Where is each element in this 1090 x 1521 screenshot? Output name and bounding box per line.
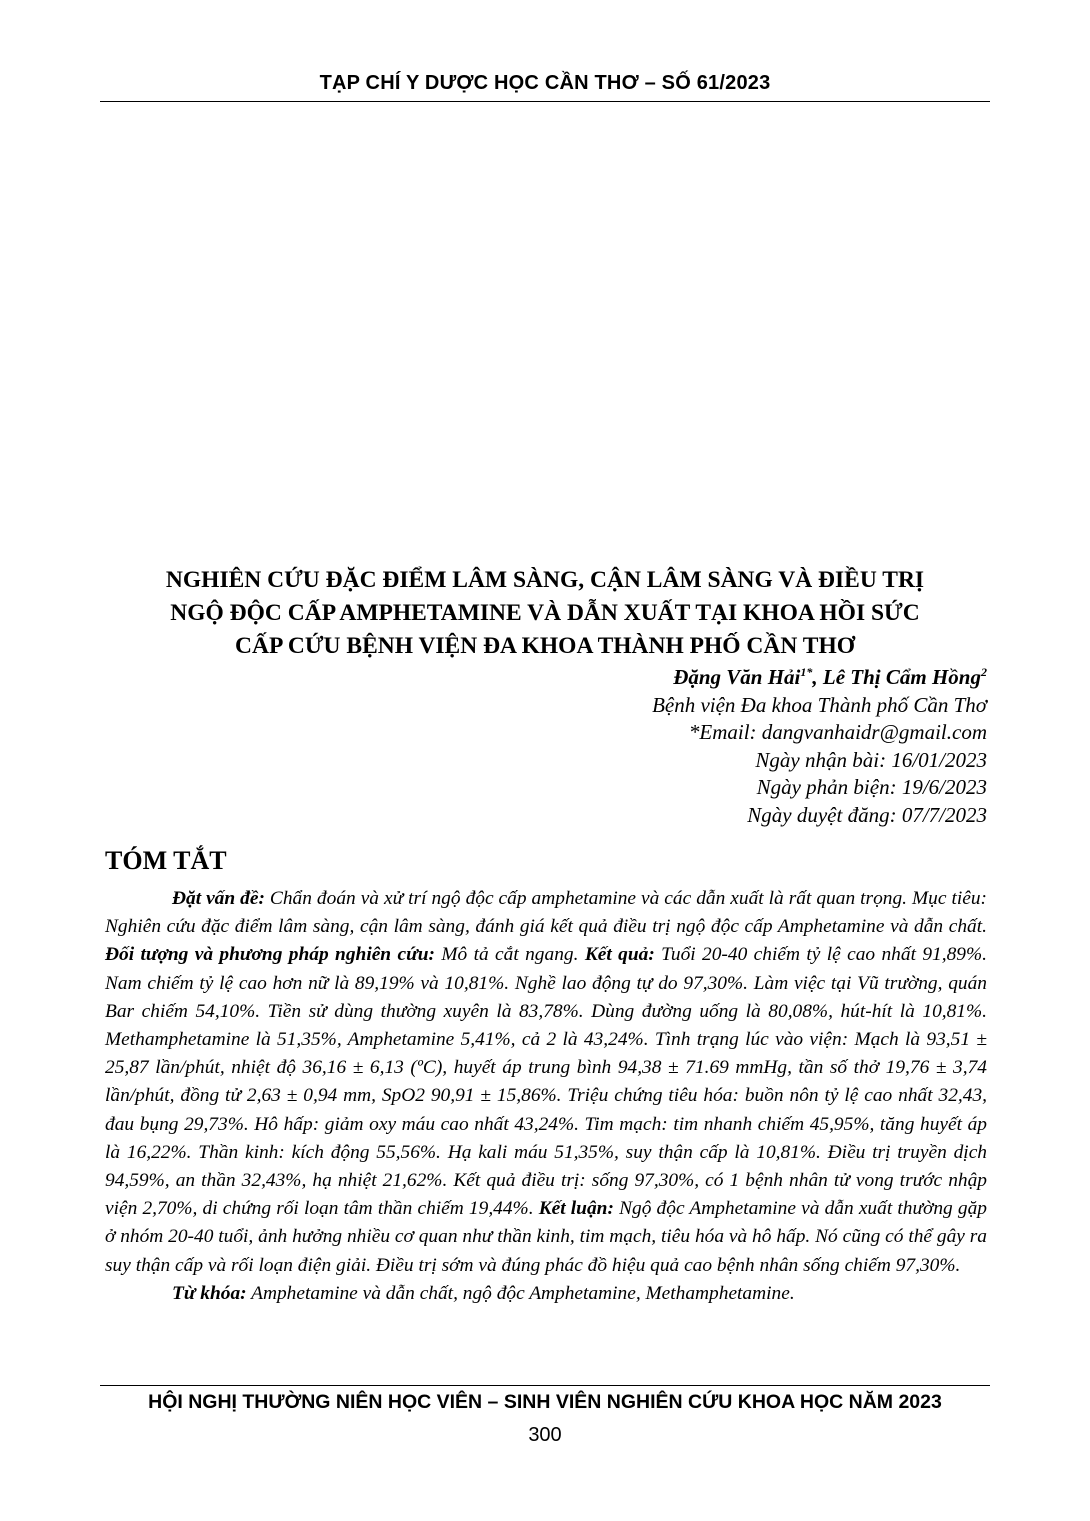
keywords-text: Amphetamine và dẫn chất, ngộ độc Amphetamine, Methamphetamine. — [246, 1282, 795, 1304]
abstract-body — [105, 885, 987, 1308]
title-line-2: NGỘ ĐỘC CẤP AMPHETAMINE VÀ DẪN XUẤT TẠI KHOA HỒI SỨC — [170, 600, 920, 626]
author-2-mark: 2 — [981, 665, 987, 679]
results-label: Kết quả: — [584, 944, 655, 966]
title-line-3: CẤP CỨU BỆNH VIỆN ĐA KHOA THÀNH PHỐ CẦN THƠ — [235, 633, 855, 659]
journal-header: TẠP CHÍ Y DƯỢC HỌC CẦN THƠ – SỐ 61/2023 — [319, 72, 771, 94]
author-1: Đặng Văn Hải — [673, 665, 801, 689]
results-text: Tuổi 20-40 chiếm tỷ lệ cao nhất 91,89%. Nam chiếm tỷ lệ cao hơn nữ là 89,19% và 10,81%. Nghề lao động tự do 97,30%. Làm việc tại Vũ trường, quán Bar chiếm 54,10%. Tiền sử dùng thường xuyên là 83,78%. Dùng đường uống là 80,08%, hút-hít là 10,81%. Methamphetamine là 51,35%, Amphetamine 5,41%, cả 2 là 43,24%. Tình trạng lúc vào viện: Mạch là 93,51 ± 25,87 lần/phút, nhiệt độ 36,16 ± 6,13 (ºC), huyết áp trung bình 94,38 ± 71.69 mmHg, tần số thở 19,76 ± 3,74 lần/phút, đồng tử 2,63 ± 0,94 mm, SpO2 90,91 ± 15,86%. Triệu chứng tiêu hóa: buồn nôn tỷ lệ cao nhất 32,43, đau bụng 29,73%. Hô hấp: giảm oxy máu cao nhất 43,24%. Tim mạch: tim nhanh chiếm 45,95%, tăng huyết áp là 16,22%. Thần kinh: kích động 55,56%. Hạ kali máu 51,35%, suy thận cấp là 10,81%. Điều trị truyền dịch 94,59%, an thần 32,43%, hạ nhiệt 21,62%. Kết quả điều trị: sống 97,30%, có 1 bệnh nhân tử vong trước nhập viện 2,70%, di chứng rối loạn tâm thần chiếm 19,44%. — [105, 944, 987, 1220]
date-reviewed: Ngày phản biện: 19/6/2023 — [756, 775, 987, 799]
abstract-main-paragraph — [105, 885, 987, 1280]
conference-footer: HỘI NGHỊ THƯỜNG NIÊN HỌC VIÊN – SINH VIÊN NGHIÊN CỨU KHOA HỌC NĂM 2023 — [148, 1391, 942, 1413]
page-number: 300 — [528, 1424, 562, 1446]
conclusion-label: Kết luận: — [538, 1198, 614, 1220]
author-1-mark: 1* — [800, 665, 813, 679]
date-received: Ngày nhận bài: 16/01/2023 — [755, 747, 987, 772]
author-2: Lê Thị Cẩm Hồng — [822, 665, 981, 689]
author-names — [652, 664, 987, 692]
keywords-paragraph — [105, 1280, 987, 1308]
paper-title — [100, 564, 990, 663]
author-separator: , — [812, 665, 823, 689]
affiliation: Bệnh viện Đa khoa Thành phố Cần Thơ — [652, 692, 987, 717]
date-accepted: Ngày duyệt đăng: 07/7/2023 — [747, 802, 987, 827]
background-label: Đặt vấn đề: — [172, 888, 265, 909]
abstract-heading: TÓM TẮT — [105, 846, 227, 875]
email: *Email: dangvanhaidr@gmail.com — [688, 720, 987, 744]
footer-rule — [100, 1385, 990, 1386]
methods-label: Đối tượng và phương pháp nghiên cứu: — [105, 944, 435, 966]
background-text: Chẩn đoán và xử trí ngộ độc cấp amphetamine và các dẫn xuất là rất quan trọng. Mục tiêu: Nghiên cứu đặc điểm lâm sàng, cận lâm sàng, đánh giá kết quả điều trị ngộ độc cấp Amphetamine và dẫn chất. — [105, 888, 987, 938]
header-rule — [100, 101, 990, 102]
keywords-label: Từ khóa: — [172, 1282, 247, 1304]
author-block — [652, 664, 987, 829]
methods-text: Mô tả cắt ngang. — [434, 944, 585, 966]
conclusion-text: Ngộ độc Amphetamine và dẫn xuất thường gặp ở nhóm 20-40 tuổi, ảnh hưởng nhiều cơ quan như thần kinh, tim mạch, tiêu hóa và hô hấp. Nó cũng có thể gây ra suy thận cấp và rối loạn điện giải. Điều trị sớm và đúng phác đồ hiệu quả cao bệnh nhân sống chiếm 97,30%. — [105, 1198, 987, 1276]
title-line-1: NGHIÊN CỨU ĐẶC ĐIỂM LÂM SÀNG, CẬN LÂM SÀNG VÀ ĐIỀU TRỊ — [165, 567, 925, 593]
